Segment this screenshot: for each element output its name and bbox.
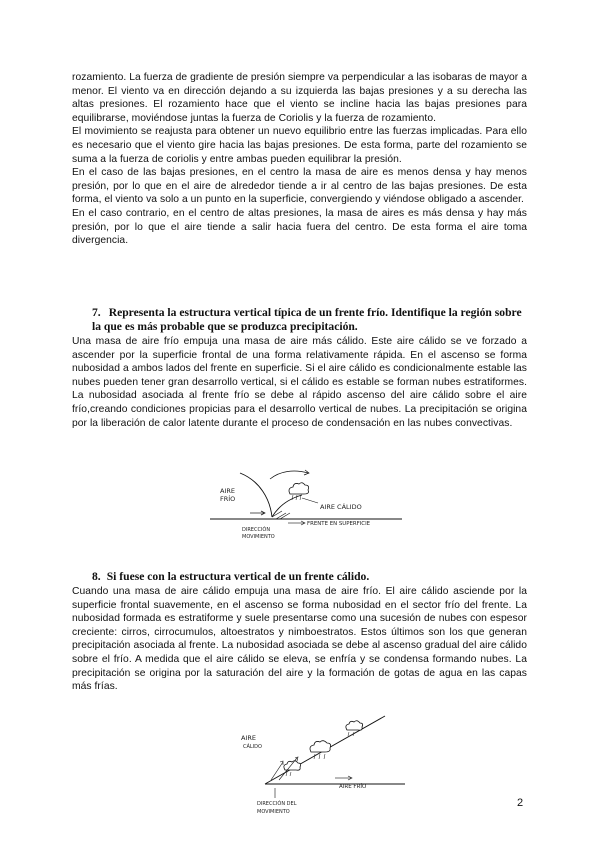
paragraph: En el caso contrario, en el centro de altas presiones, la masa de aires es más densa y hay más presión, por lo que el aire tiende a salir hacia fuera del centro. De esta forma el aire toma divergencia. (72, 207, 527, 247)
label-direction-1: DIRECCIÓN (242, 527, 271, 533)
intro-text (72, 71, 527, 248)
paragraph: rozamiento. La fuerza de gradiente de presión siempre va perpendicular a las isobaras de mayor a menor. El viento va en dirección dejando a su izquierda las bajas presiones y a su derecha las altas presiones. El rozamiento hace que el viento se incline hacia las bajas presiones para equilibrarse, moviéndose juntas la fuerza de Coriolis y la fuerza de rozamiento. (72, 72, 527, 124)
warm-front-sketch (235, 708, 415, 820)
cold-front-figure (190, 467, 410, 547)
label-warm-air-2: CÁLIDO (243, 744, 262, 750)
label-warm-air: AIRE CÁLIDO (320, 503, 362, 511)
label-cold-air: AIRE FRÍO (339, 784, 367, 790)
question-7 (72, 306, 527, 430)
question-title: Si fuese con la estructura vertical de un frente cálido. (106, 570, 370, 583)
label-warm-air-1: AIRE (241, 734, 256, 742)
question-8-answer: Cuando una masa de aire cálido empuja una masa de aire frío. El aire cálido asciende por la superficie frontal suavemente, en el ascenso se forma nubosidad en el sector frío del frente. La nubosidad formada es estratiforme y suele presentarse como una sucesión de nubes con espesor creciente: cirros, cirrocumulos, altoestratos y nimboestratos. Estos últimos son los que generan precipitación asociada al frente. La nubosidad asociada se debe al ascenso gradual del aire cálido sobre el frío. A medida que el aire cálido se eleva, se enfría y se condensa formando nubes. La precipitación se origina por la saturación del aire y la formación de gotas de agua en las capas más frías. (72, 586, 527, 693)
label-cold-air-1: AIRE (220, 487, 235, 495)
question-8-heading (72, 570, 527, 584)
question-number: 7. (92, 306, 101, 319)
cold-front-sketch (190, 467, 410, 547)
label-cold-air-2: FRÍO (220, 495, 236, 503)
label-direction-1: DIRECCIÓN DEL (257, 801, 297, 807)
question-number: 8. (92, 570, 101, 583)
question-7-heading (72, 306, 527, 334)
label-direction-2: MOVIMIENTO (257, 809, 290, 815)
page-number: 2 (517, 797, 524, 809)
paragraph: El movimiento se reajusta para obtener un nuevo equilibrio entre las fuerzas implicadas. Para ello es necesario que el viento gire hacia las bajas presiones. De esta forma, parte del rozamiento se suma a la fuerza de coriolis y entre ambas pueden equilibrar la presión. (72, 126, 527, 165)
label-direction-2: MOVIMIENTO (242, 534, 275, 540)
question-title: Representa la estructura vertical típica de un frente frío. Identifique la región sobre la que es más probable que se produzca precipitación. (92, 306, 522, 333)
label-front: FRENTE EN SUPERFICIE (307, 521, 371, 527)
question-7-answer: Una masa de aire frío empuja una masa de aire más cálido. Este aire cálido se ve forzado a ascender por la superficie frontal de una forma relativamente rápida. En el ascenso se forma nubosidad a ambos lados del frente en superficie. Si el aire cálido es condicionalmente estable las nubes pueden tener gran desarrollo vertical, si el cálido es estable se forman nubes estratiformes. La nubosidad asociada al frente frío se debe al rápido ascenso del aire cálido sobre el aire frío,creando condiciones propicias para el desarrollo vertical de nubes. La precipitación se origina por la liberación de calor latente durante el proceso de condensación en las nubes convectivas. (72, 336, 527, 429)
warm-front-figure (235, 708, 415, 820)
paragraph: En el caso de las bajas presiones, en el centro la masa de aire es menos densa y hay menos presión, por lo que en el aire de alrededor tiende a ir al centro de las bajas presiones. De esta forma, el viento va solo a un punto en la superficie, convergiendo y viéndose obligado a ascender. (72, 167, 527, 206)
question-8 (72, 570, 527, 694)
